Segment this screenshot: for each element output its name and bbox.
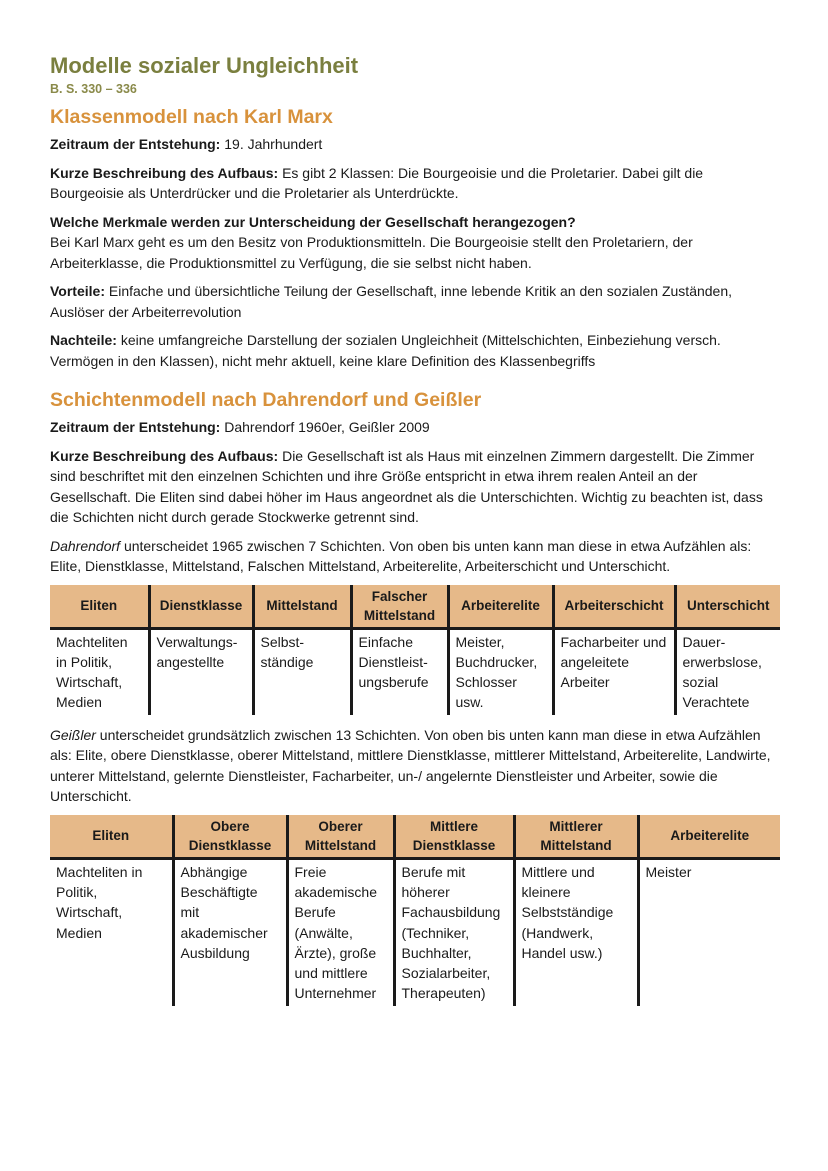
marx-aufbau [50, 163, 780, 204]
document-page [50, 52, 780, 1016]
table-cell: Facharbeiter und angeleitete Arbeiter [553, 628, 675, 715]
table-header-cell: Arbeiterschicht [553, 585, 675, 629]
table-row [50, 628, 780, 715]
schicht-aufbau-label: Kurze Beschreibung des Aufbaus: [50, 447, 279, 464]
document-title: Modelle sozialer Ungleichheit [50, 53, 359, 78]
table-header-cell: Mittlere Dienstklasse [394, 815, 514, 859]
schicht-aufbau-text: Die Gesellschaft ist als Haus mit einzelnen Zimmern dargestellt. Die Zimmer sind beschriftet mit den einzelnen Schichten und ihre Größe entspricht in etwa ihrem realen Anteil an der Gesellschaft. Die Eliten sind dabei höher im Haus angeordnet als die Unterschichten. Wichtig zu beachten ist, dass die Schichten nicht durch gerade Stockwerke getrennt sind. [50, 447, 763, 525]
table-cell: Meister, Buchdrucker, Schlosser usw. [448, 628, 553, 715]
marx-zeitraum [50, 134, 780, 155]
table-header-row [50, 815, 780, 859]
marx-merkmale-text: Bei Karl Marx geht es um den Besitz von Produktionsmitteln. Die Bourgeoisie stellt den Proletariern, der Arbeiterklasse, die Produktionsmittel zu Verfügung, die sie selbst nicht haben. [50, 234, 693, 271]
dahrendorf-table [50, 585, 780, 715]
table-cell: Dauer-erwerbslose, sozial Verachtete [675, 628, 780, 715]
schicht-zeitraum [50, 417, 780, 438]
table-header-cell: Eliten [50, 585, 149, 629]
table-header-cell: Dienstklasse [149, 585, 253, 629]
table-cell: Berufe mit höherer Fachausbildung (Techniker, Buchhalter, Sozialarbeiter, Therapeuten) [394, 858, 514, 1006]
table-header-cell: Mittelstand [253, 585, 351, 629]
table-row [50, 858, 780, 1006]
table-header-cell: Eliten [50, 815, 173, 859]
marx-zeitraum-text: 19. Jahrhundert [224, 136, 323, 152]
table-header-cell: Falscher Mittelstand [351, 585, 448, 629]
schicht-aufbau [50, 446, 780, 528]
table-header-cell: Obere Dienstklasse [173, 815, 287, 859]
marx-aufbau-label: Kurze Beschreibung des Aufbaus: [50, 164, 279, 181]
marx-aufbau-text: Es gibt 2 Klassen: Die Bourgeoisie und die Proletarier. Dabei gilt die Bourgeoisie als Unterdrücker und die Proletarier als Unterdrückte. [50, 164, 704, 201]
marx-heading: Klassenmodell nach Karl Marx [50, 106, 333, 128]
marx-section [50, 104, 780, 371]
schicht-section [50, 387, 780, 1006]
table-cell: Abhängige Beschäftigte mit akademischer Ausbildung [173, 858, 287, 1006]
table-cell: Verwaltungs-angestellte [149, 628, 253, 715]
marx-merkmale-question: Welche Merkmale werden zur Unterscheidung der Gesellschaft herangezogen? [50, 213, 576, 230]
table-cell: Meister [638, 858, 780, 1006]
geissler-table [50, 815, 780, 1006]
marx-zeitraum-label: Zeitraum der Entstehung: [50, 136, 221, 152]
geissler-paragraph [50, 725, 780, 807]
schicht-heading: Schichtenmodell nach Dahrendorf und Geißler [50, 389, 482, 411]
marx-nachteile [50, 330, 780, 371]
table-cell: Einfache Dienstleist-ungsberufe [351, 628, 448, 715]
table-header-cell: Mittlerer Mittelstand [514, 815, 638, 859]
table-cell: Freie akademische Berufe (Anwälte, Ärzte), große und mittlere Unternehmer [287, 858, 394, 1006]
table-cell: Machteliten in Politik, Wirtschaft, Medien [56, 633, 128, 711]
marx-nachteile-text: keine umfangreiche Darstellung der sozialen Ungleichheit (Mittelschichten, Einbeziehung versch. Vermögen in den Klassen), nicht mehr aktuell, keine klare Definition des Klassenbegriffs [50, 332, 721, 369]
table-header-row [50, 585, 780, 629]
table-cell: Selbst-ständige [253, 628, 351, 715]
dahrendorf-name: Dahrendorf [50, 537, 121, 554]
dahrendorf-text: unterscheidet 1965 zwischen 7 Schichten. Von oben bis unten kann man diese in etwa Aufzählen als: Elite, Dienstklasse, Mittelstand, Falschen Mittelstand, Arbeiterelite, Arbeiterschicht und Unterschicht. [50, 537, 752, 574]
marx-vorteile-label: Vorteile: [50, 283, 105, 299]
book-reference: B. S. 330 – 336 [50, 82, 137, 96]
table-header-cell: Oberer Mittelstand [287, 815, 394, 859]
table-header-cell: Arbeiterelite [448, 585, 553, 629]
table-header-cell: Arbeiterelite [638, 815, 780, 859]
marx-vorteile-text: Einfache und übersichtliche Teilung der Gesellschaft, inne lebende Kritik an den sozialen Zuständen, Auslöser der Arbeiterrevolution [50, 283, 733, 320]
marx-nachteile-label: Nachteile: [50, 332, 117, 348]
marx-vorteile [50, 281, 780, 322]
geissler-text: unterscheidet grundsätzlich zwischen 13 Schichten. Von oben bis unten kann man diese in etwa Aufzählen als: Elite, obere Dienstklasse, oberer Mittelstand, mittlere Dienstklasse, mittlerer Mittelstand, Arbeiterelite, Landwirte, unterer Mittelstand, gelernte Dienstleister, Facharbeiter, un-/ angelernte Dienstleister und Arbeiter, sowie die Unterschicht. [50, 726, 771, 805]
schicht-zeitraum-text: Dahrendorf 1960er, Geißler 2009 [224, 419, 430, 435]
table-cell: Mittlere und kleinere Selbstständige (Handwerk, Handel usw.) [514, 858, 638, 1006]
marx-merkmale [50, 212, 780, 274]
schicht-zeitraum-label: Zeitraum der Entstehung: [50, 419, 221, 435]
geissler-name: Geißler [50, 726, 96, 743]
table-header-cell: Unterschicht [675, 585, 780, 629]
dahrendorf-paragraph [50, 536, 780, 577]
table-cell: Machteliten in Politik, Wirtschaft, Medien [56, 863, 143, 941]
